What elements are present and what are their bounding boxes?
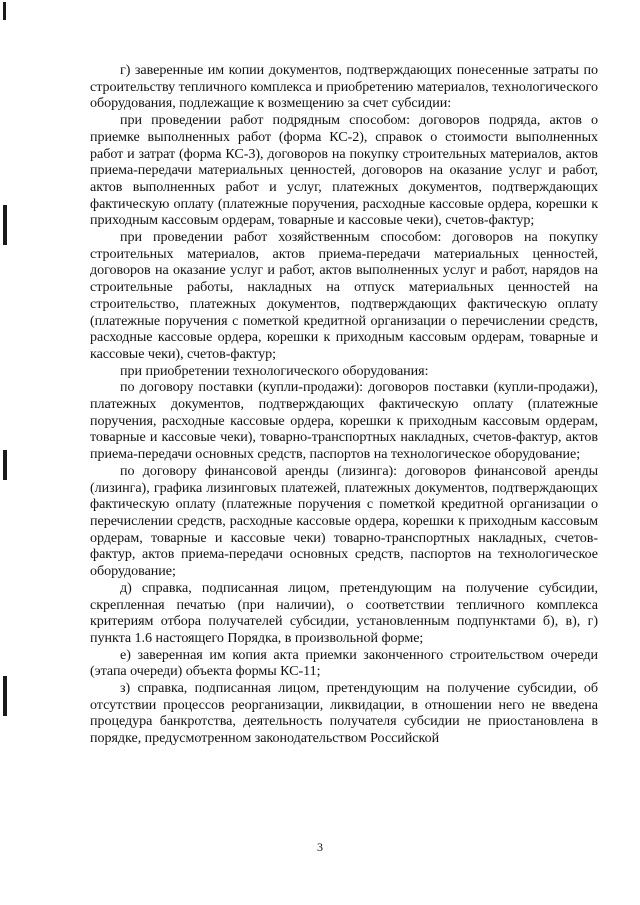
paragraph-contract-method: при проведении работ подрядным способом: договоров подряда, актов о приемке выполненных работ (форма КС-2), справок о стоимости выполненных работ и затрат (форма КС-3), договоров на покупку строительных материалов, актов приема-передачи материальных ценностей, договоров на оказание услуг и работ, актов выполненных работ и услуг, платежных документов, подтверждающих фактическую оплату (платежные поручения, расходные кассовые ордера, корешки к приходным кассовым ордерам, товарные и кассовые чеки), счетов-фактур;	[90, 112, 598, 229]
paragraph-item-z: з) справка, подписанная лицом, претендующим на получение субсидии, об отсутствии процессов реорганизации, ликвидации, в отношении него не введена процедура банкротства, деятельность получателя субсидии не приостановлена в порядке, предусмотренном законодательством Российской	[90, 680, 598, 747]
paragraph-item-d: д) справка, подписанная лицом, претендующим на получение субсидии, скрепленная печатью (при наличии), о соответствии тепличного комплекса критериям отбора получателей субсидии, установленным подпунктами б), в), г) пункта 1.6 настоящего Порядка, в произвольной форме;	[90, 579, 598, 646]
document-body	[90, 62, 598, 747]
page-number: 3	[317, 840, 323, 854]
paragraph-economic-method: при проведении работ хозяйственным способом: договоров на покупку строительных материалов, актов приема-передачи материальных ценностей, договоров на оказание услуг и работ, актов выполненных услуг и работ, нарядов на строительные работы, накладных на отпуск материальных ценностей на строительство, платежных документов, подтверждающих фактическую оплату (платежные поручения с пометкой кредитной организации о перечислении средств, расходные кассовые ордера, корешки к приходным кассовым ордерам, товарные и кассовые чеки), счетов-фактур;	[90, 229, 598, 362]
paragraph-leasing-contract: по договору финансовой аренды (лизинга): договоров финансовой аренды (лизинга), графика лизинговых платежей, платежных документов, подтверждающих фактическую оплату (платежные поручения с пометкой кредитной организации о перечислении средств, расходные кассовые ордера, корешки к приходным кассовым ордерам, товарные и кассовые чеки) товарно-транспортных накладных, счетов-фактур, актов приема-передачи основных средств, паспортов на технологическое оборудование;	[90, 462, 598, 580]
paragraph-supply-contract: по договору поставки (купли-продажи): договоров поставки (купли-продажи), платежных документов, подтверждающих фактическую оплату (платежные поручения, расходные кассовые ордера, корешки к приходным кассовым ордерам, товарные и кассовые чеки), товарно-транспортных накладных, счетов-фактур, актов приема-передачи основных средств, паспортов на технологическое оборудование;	[90, 379, 598, 463]
paragraph-equipment-purchase: при приобретении технологического оборудования:	[120, 362, 429, 379]
scan-margin-mark	[3, 450, 7, 480]
scan-margin-mark	[3, 2, 6, 20]
scan-margin-mark	[3, 205, 7, 245]
scan-margin-mark	[3, 676, 7, 716]
paragraph-item-g: г) заверенные им копии документов, подтверждающих понесенные затраты по строительству тепличного комплекса и приобретению материалов, технологического оборудования, подлежащие к возмещению за счет субсидии:	[90, 62, 598, 112]
paragraph-item-e: е) заверенная им копия акта приемки законченного строительством очереди (этапа очереди) объекта формы КС-11;	[90, 646, 598, 680]
